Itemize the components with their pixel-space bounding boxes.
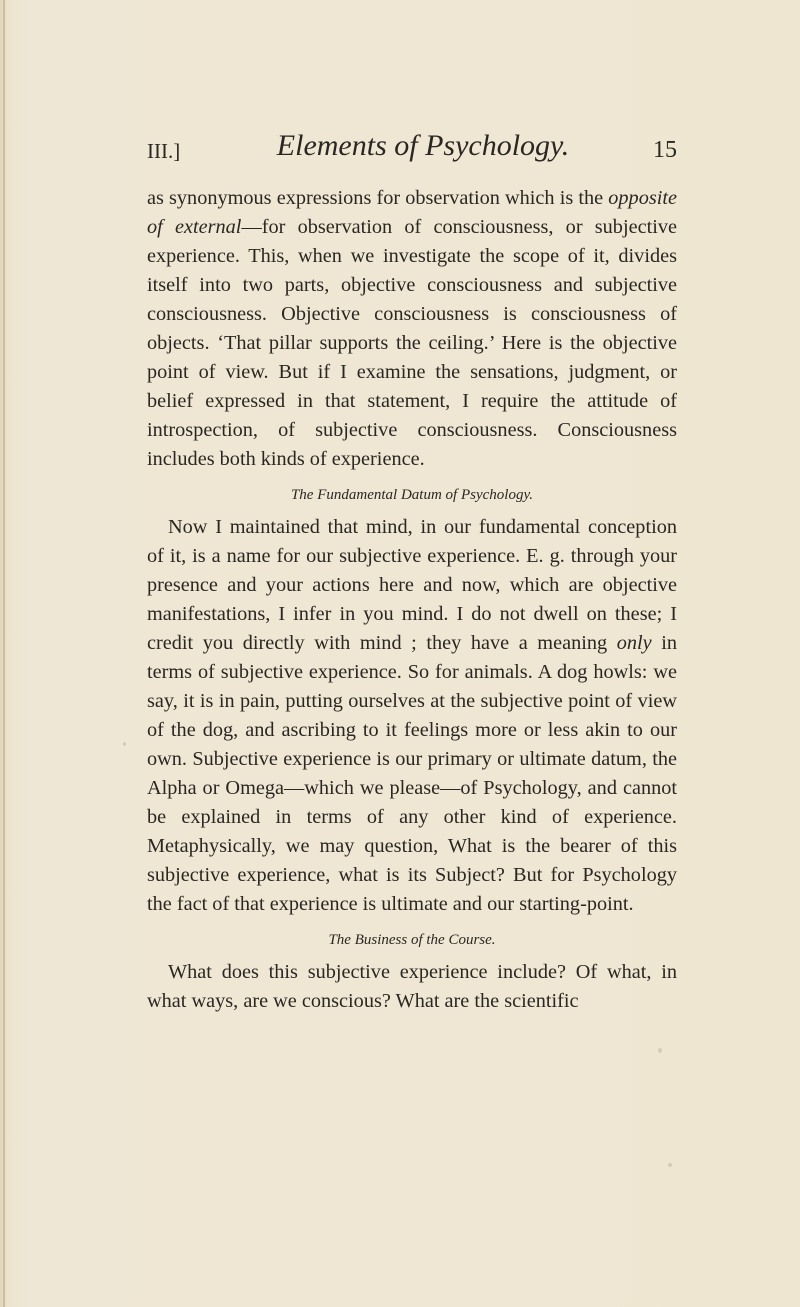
paragraph-2-italic: only bbox=[616, 632, 652, 654]
section-heading-business-of-course: The Business of the Course. bbox=[328, 932, 496, 948]
paragraph-1-text-c: —for observation of consciousness, or subjective experience. This, when we investigate the scope of it, divides itself into two parts, objective consciousness and subjective consciousness. Objective consciousness is consciousness of objects. ‘That pillar supports the ceiling.’ Here is the objective point of view. But if I examine the sensations, judgment, or belief expressed in that statement, I require the attitude of introspection, of subjective consciousness. Consciousness includes both kinds of experience. bbox=[147, 216, 678, 470]
page-number: 15 bbox=[653, 137, 677, 163]
chapter-number: III.] bbox=[147, 139, 181, 163]
paragraph-3: What does this subjective experience include? Of what, in what ways, are we conscious? What are the scientific bbox=[147, 961, 677, 1012]
running-head bbox=[147, 129, 677, 169]
section-heading-fundamental-datum: The Fundamental Datum of Psychology. bbox=[290, 487, 534, 503]
paragraph-1-italic: opposite of external bbox=[147, 187, 677, 238]
paragraph-1-text-a: as synonymous expressions for observation which is the bbox=[147, 187, 609, 209]
paragraph-2-text-c: in terms of subjective experience. So for animals. A dog howls: we say, it is in pain, putting ourselves at the subjective point of view of the dog, and ascribing to it feelings more or less akin to our own. Subjective experience is our primary or ultimate datum, the Alpha or Omega—which we please—of Psychology, and cannot be explained in terms of any other kind of experience. Metaphysically, we may question, What is the bearer of this subjective experience, what is its Subject? But for Psychology the fact of that experience is ultimate and our starting-point. bbox=[147, 632, 677, 915]
page-fold-edge bbox=[3, 0, 5, 1307]
paragraph-2-text-a: Now I maintained that mind, in our fundamental conception of it, is a name for our subjective experience. E. g. through your presence and your actions here and now, which are objective manifestations, I infer in you mind. I do not dwell on these; I credit you directly with mind ; they have a meaning bbox=[147, 516, 677, 654]
paragraph-1 bbox=[147, 184, 677, 474]
paper-spot bbox=[123, 742, 126, 746]
body-text bbox=[147, 184, 677, 1016]
paper-spot bbox=[658, 1048, 662, 1053]
book-title: Elements of Psychology. bbox=[276, 129, 570, 162]
paper-spot bbox=[668, 1163, 672, 1167]
paragraph-2 bbox=[147, 513, 677, 919]
